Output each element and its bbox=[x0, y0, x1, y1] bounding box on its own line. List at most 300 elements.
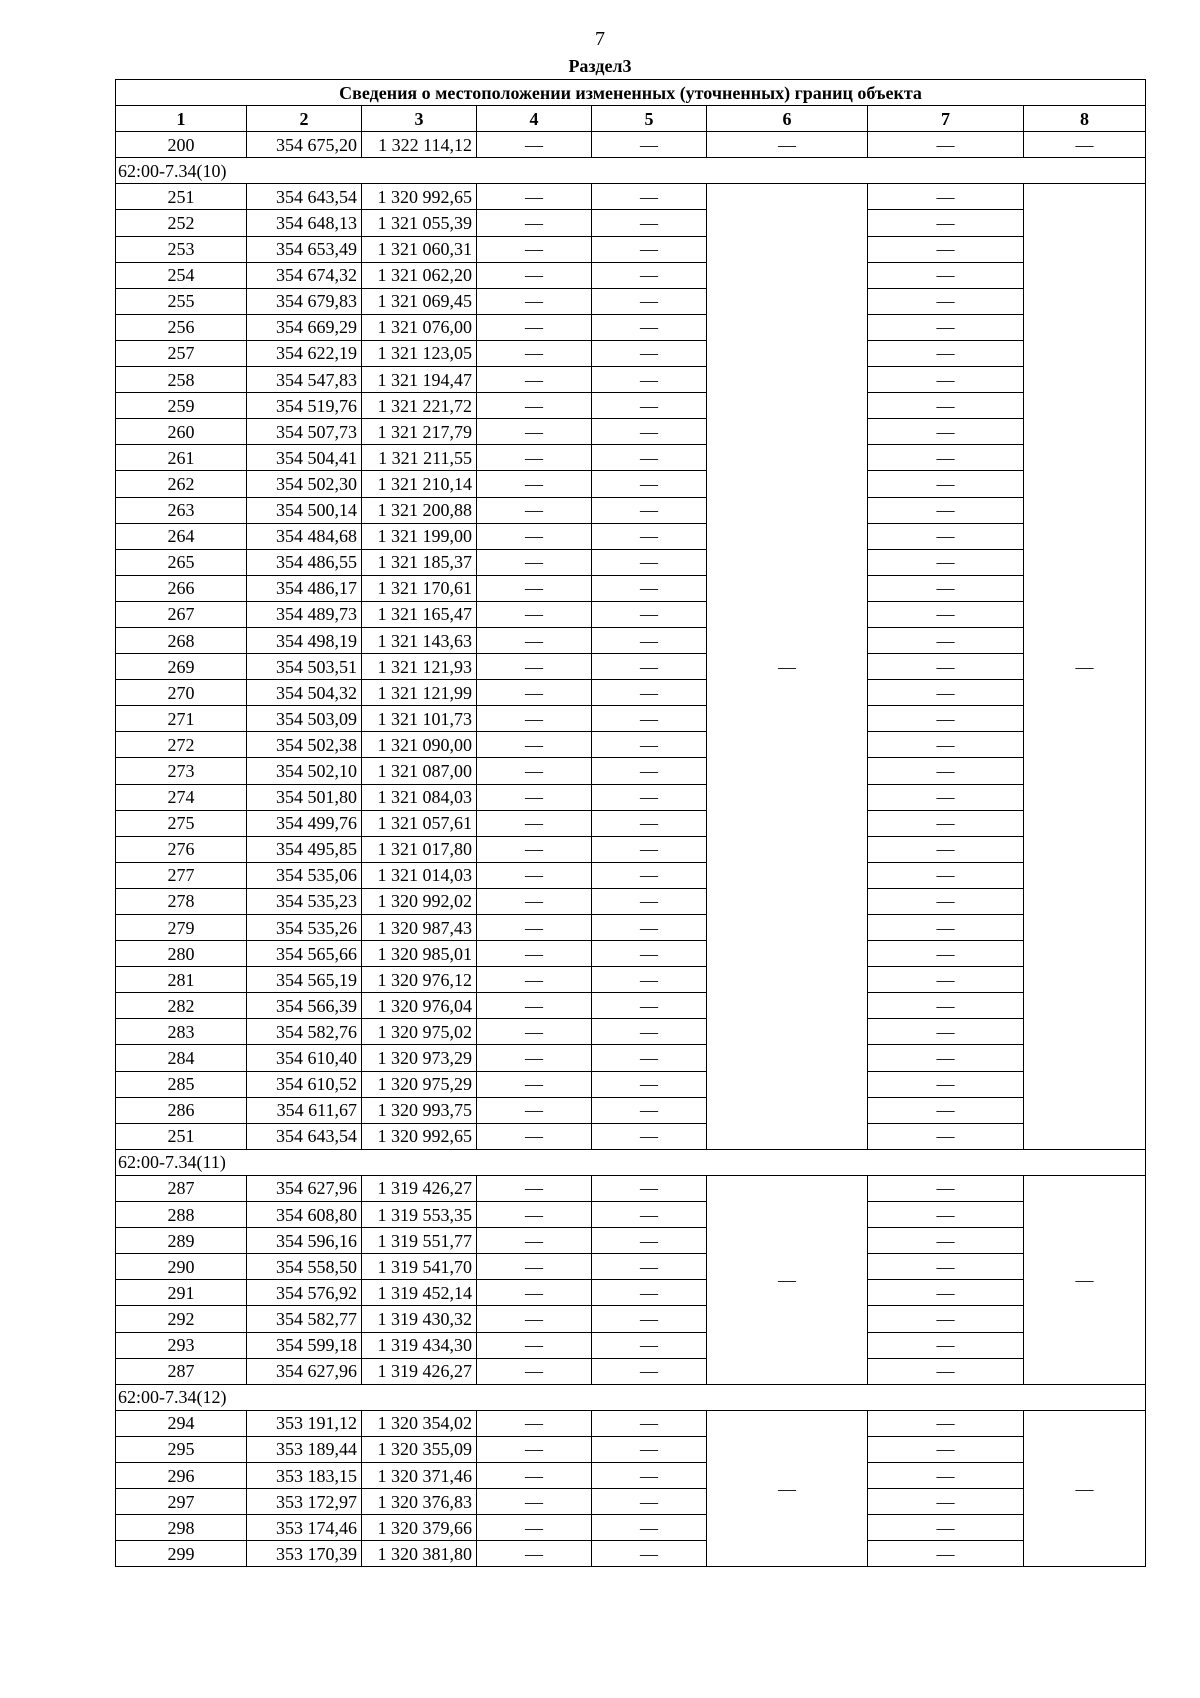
cell-col-4: — bbox=[477, 1071, 592, 1097]
y-coordinate-cell: 1 320 992,65 bbox=[362, 184, 477, 210]
y-coordinate-cell: 1 321 069,45 bbox=[362, 288, 477, 314]
point-number-cell: 294 bbox=[116, 1410, 247, 1436]
cell-col-7: — bbox=[868, 340, 1024, 366]
y-coordinate-cell: 1 321 121,93 bbox=[362, 654, 477, 680]
y-coordinate-cell: 1 320 355,09 bbox=[362, 1436, 477, 1462]
point-number-cell: 295 bbox=[116, 1436, 247, 1462]
x-coordinate-cell: 354 599,18 bbox=[247, 1332, 362, 1358]
cell-col-7: — bbox=[868, 1410, 1024, 1436]
table-row bbox=[116, 367, 1146, 393]
cell-col-4: — bbox=[477, 654, 592, 680]
cell-col-7: — bbox=[868, 132, 1024, 158]
x-coordinate-cell: 354 500,14 bbox=[247, 497, 362, 523]
point-number-cell: 254 bbox=[116, 262, 247, 288]
table-row bbox=[116, 236, 1146, 262]
table-row bbox=[116, 340, 1146, 366]
point-number-cell: 279 bbox=[116, 915, 247, 941]
cell-col-5: — bbox=[592, 393, 707, 419]
x-coordinate-cell: 354 503,09 bbox=[247, 706, 362, 732]
cell-col-4: — bbox=[477, 1175, 592, 1201]
table-row bbox=[116, 210, 1146, 236]
cell-col-5: — bbox=[592, 549, 707, 575]
table-row bbox=[116, 732, 1146, 758]
cell-col-5: — bbox=[592, 1436, 707, 1462]
y-coordinate-cell: 1 321 199,00 bbox=[362, 523, 477, 549]
point-number-cell: 278 bbox=[116, 888, 247, 914]
cell-col-7: — bbox=[868, 915, 1024, 941]
table-row bbox=[116, 1358, 1146, 1384]
table-row bbox=[116, 836, 1146, 862]
table-row bbox=[116, 288, 1146, 314]
cell-col-4: — bbox=[477, 549, 592, 575]
cell-col-4: — bbox=[477, 627, 592, 653]
table-row bbox=[116, 993, 1146, 1019]
cell-col-7: — bbox=[868, 732, 1024, 758]
point-number-cell: 269 bbox=[116, 654, 247, 680]
table-row bbox=[116, 1436, 1146, 1462]
cell-col-7: — bbox=[868, 993, 1024, 1019]
y-coordinate-cell: 1 321 170,61 bbox=[362, 575, 477, 601]
x-coordinate-cell: 354 653,49 bbox=[247, 236, 362, 262]
x-coordinate-cell: 354 504,32 bbox=[247, 680, 362, 706]
table-row bbox=[116, 445, 1146, 471]
cell-col-7: — bbox=[868, 1123, 1024, 1149]
cell-col-4: — bbox=[477, 836, 592, 862]
x-coordinate-cell: 353 189,44 bbox=[247, 1436, 362, 1462]
cell-col-4: — bbox=[477, 915, 592, 941]
cell-col-5: — bbox=[592, 654, 707, 680]
cell-col-4: — bbox=[477, 1019, 592, 1045]
point-number-cell: 282 bbox=[116, 993, 247, 1019]
cell-col-7: — bbox=[868, 967, 1024, 993]
cell-col-5: — bbox=[592, 732, 707, 758]
cell-col-1: 200 bbox=[116, 132, 247, 158]
cell-col-5: — bbox=[592, 888, 707, 914]
x-coordinate-cell: 354 566,39 bbox=[247, 993, 362, 1019]
cell-col-5: — bbox=[592, 862, 707, 888]
cell-col-2: 354 675,20 bbox=[247, 132, 362, 158]
table-row bbox=[116, 1332, 1146, 1358]
table-title: Сведения о местоположении измененных (уточненных) границ объекта bbox=[116, 80, 1146, 106]
table-row bbox=[116, 1306, 1146, 1332]
cell-col-7: — bbox=[868, 419, 1024, 445]
x-coordinate-cell: 354 608,80 bbox=[247, 1202, 362, 1228]
x-coordinate-cell: 354 610,40 bbox=[247, 1045, 362, 1071]
point-number-cell: 287 bbox=[116, 1358, 247, 1384]
y-coordinate-cell: 1 319 541,70 bbox=[362, 1254, 477, 1280]
table-row bbox=[116, 758, 1146, 784]
table-row bbox=[116, 915, 1146, 941]
y-coordinate-cell: 1 320 987,43 bbox=[362, 915, 477, 941]
cell-col-5: — bbox=[592, 1306, 707, 1332]
table-row bbox=[116, 314, 1146, 340]
x-coordinate-cell: 354 535,23 bbox=[247, 888, 362, 914]
x-coordinate-cell: 354 486,17 bbox=[247, 575, 362, 601]
section-title: Раздел3 bbox=[568, 56, 632, 76]
cell-col-7: — bbox=[868, 654, 1024, 680]
cell-col-7: — bbox=[868, 758, 1024, 784]
cell-col-7: — bbox=[868, 367, 1024, 393]
y-coordinate-cell: 1 320 975,02 bbox=[362, 1019, 477, 1045]
cell-col-7: — bbox=[868, 1202, 1024, 1228]
cell-col-7: — bbox=[868, 627, 1024, 653]
cell-col-7: — bbox=[868, 445, 1024, 471]
y-coordinate-cell: 1 320 992,65 bbox=[362, 1123, 477, 1149]
y-coordinate-cell: 1 321 217,79 bbox=[362, 419, 477, 445]
cell-col-5: — bbox=[592, 758, 707, 784]
cell-col-6: — bbox=[707, 132, 868, 158]
column-header-8: 8 bbox=[1024, 106, 1146, 132]
cell-col-4: — bbox=[477, 419, 592, 445]
x-coordinate-cell: 354 643,54 bbox=[247, 184, 362, 210]
merged-col-6-cell: — bbox=[707, 184, 868, 1149]
table-row bbox=[116, 1202, 1146, 1228]
merged-col-8-cell: — bbox=[1024, 184, 1146, 1149]
point-number-cell: 261 bbox=[116, 445, 247, 471]
y-coordinate-cell: 1 319 551,77 bbox=[362, 1228, 477, 1254]
y-coordinate-cell: 1 321 087,00 bbox=[362, 758, 477, 784]
y-coordinate-cell: 1 321 060,31 bbox=[362, 236, 477, 262]
y-coordinate-cell: 1 320 371,46 bbox=[362, 1462, 477, 1488]
x-coordinate-cell: 354 535,26 bbox=[247, 915, 362, 941]
point-number-cell: 298 bbox=[116, 1515, 247, 1541]
x-coordinate-cell: 354 502,38 bbox=[247, 732, 362, 758]
cell-col-8: — bbox=[1024, 132, 1146, 158]
table-row bbox=[116, 1228, 1146, 1254]
cell-col-4: — bbox=[477, 967, 592, 993]
point-number-cell: 251 bbox=[116, 1123, 247, 1149]
point-number-cell: 284 bbox=[116, 1045, 247, 1071]
cell-col-4: — bbox=[477, 471, 592, 497]
point-number-cell: 272 bbox=[116, 732, 247, 758]
cell-col-4: — bbox=[477, 1306, 592, 1332]
point-number-cell: 275 bbox=[116, 810, 247, 836]
y-coordinate-cell: 1 321 210,14 bbox=[362, 471, 477, 497]
table-row bbox=[116, 419, 1146, 445]
cell-col-4: — bbox=[477, 1202, 592, 1228]
x-coordinate-cell: 354 486,55 bbox=[247, 549, 362, 575]
y-coordinate-cell: 1 320 973,29 bbox=[362, 1045, 477, 1071]
cell-col-5: — bbox=[592, 445, 707, 471]
cell-col-4: — bbox=[477, 523, 592, 549]
merged-col-8-cell: — bbox=[1024, 1175, 1146, 1384]
cell-col-4: — bbox=[477, 758, 592, 784]
cell-col-5: — bbox=[592, 236, 707, 262]
cell-col-4: — bbox=[477, 680, 592, 706]
cell-col-7: — bbox=[868, 314, 1024, 340]
cell-col-4: — bbox=[477, 1332, 592, 1358]
cell-col-4: — bbox=[477, 314, 592, 340]
column-header-row bbox=[116, 106, 1146, 132]
y-coordinate-cell: 1 321 076,00 bbox=[362, 314, 477, 340]
x-coordinate-cell: 354 582,76 bbox=[247, 1019, 362, 1045]
table-row bbox=[116, 497, 1146, 523]
table-row bbox=[116, 967, 1146, 993]
cell-col-5: — bbox=[592, 680, 707, 706]
point-number-cell: 265 bbox=[116, 549, 247, 575]
cell-col-5: — bbox=[592, 993, 707, 1019]
x-coordinate-cell: 354 610,52 bbox=[247, 1071, 362, 1097]
cell-col-4: — bbox=[477, 1045, 592, 1071]
point-number-cell: 258 bbox=[116, 367, 247, 393]
point-number-cell: 293 bbox=[116, 1332, 247, 1358]
cell-col-5: — bbox=[592, 1489, 707, 1515]
y-coordinate-cell: 1 320 992,02 bbox=[362, 888, 477, 914]
point-number-cell: 292 bbox=[116, 1306, 247, 1332]
cell-col-5: — bbox=[592, 1123, 707, 1149]
cell-col-4: — bbox=[477, 445, 592, 471]
table-row bbox=[116, 601, 1146, 627]
y-coordinate-cell: 1 321 200,88 bbox=[362, 497, 477, 523]
table-row bbox=[116, 784, 1146, 810]
cell-col-7: — bbox=[868, 601, 1024, 627]
column-header-4: 4 bbox=[477, 106, 592, 132]
cell-col-7: — bbox=[868, 1071, 1024, 1097]
cell-col-4: — bbox=[477, 732, 592, 758]
point-number-cell: 280 bbox=[116, 941, 247, 967]
cell-col-4: — bbox=[477, 1228, 592, 1254]
x-coordinate-cell: 354 499,76 bbox=[247, 810, 362, 836]
cell-col-5: — bbox=[592, 1332, 707, 1358]
x-coordinate-cell: 354 519,76 bbox=[247, 393, 362, 419]
cell-col-4: — bbox=[477, 1489, 592, 1515]
x-coordinate-cell: 354 565,66 bbox=[247, 941, 362, 967]
cell-col-7: — bbox=[868, 262, 1024, 288]
y-coordinate-cell: 1 320 354,02 bbox=[362, 1410, 477, 1436]
cell-col-4: — bbox=[477, 1436, 592, 1462]
x-coordinate-cell: 354 611,67 bbox=[247, 1097, 362, 1123]
cell-col-7: — bbox=[868, 1358, 1024, 1384]
y-coordinate-cell: 1 320 975,29 bbox=[362, 1071, 477, 1097]
y-coordinate-cell: 1 319 434,30 bbox=[362, 1332, 477, 1358]
cell-col-5: — bbox=[592, 1202, 707, 1228]
point-number-cell: 285 bbox=[116, 1071, 247, 1097]
cell-col-4: — bbox=[477, 236, 592, 262]
y-coordinate-cell: 1 321 185,37 bbox=[362, 549, 477, 575]
y-coordinate-cell: 1 321 090,00 bbox=[362, 732, 477, 758]
point-number-cell: 256 bbox=[116, 314, 247, 340]
cell-col-7: — bbox=[868, 575, 1024, 601]
cell-col-7: — bbox=[868, 888, 1024, 914]
cell-col-4: — bbox=[477, 262, 592, 288]
table-row bbox=[116, 654, 1146, 680]
point-number-cell: 253 bbox=[116, 236, 247, 262]
cell-col-5: — bbox=[592, 471, 707, 497]
cell-col-4: — bbox=[477, 810, 592, 836]
y-coordinate-cell: 1 321 194,47 bbox=[362, 367, 477, 393]
cell-col-5: — bbox=[592, 1071, 707, 1097]
y-coordinate-cell: 1 320 976,12 bbox=[362, 967, 477, 993]
cell-col-5: — bbox=[592, 784, 707, 810]
point-number-cell: 267 bbox=[116, 601, 247, 627]
point-number-cell: 252 bbox=[116, 210, 247, 236]
x-coordinate-cell: 354 501,80 bbox=[247, 784, 362, 810]
cell-col-4: — bbox=[477, 784, 592, 810]
table-row bbox=[116, 862, 1146, 888]
y-coordinate-cell: 1 321 055,39 bbox=[362, 210, 477, 236]
cell-col-3: 1 322 114,12 bbox=[362, 132, 477, 158]
point-number-cell: 257 bbox=[116, 340, 247, 366]
cell-col-4: — bbox=[477, 1123, 592, 1149]
cell-col-5: — bbox=[592, 1280, 707, 1306]
merged-col-6-cell: — bbox=[707, 1175, 868, 1384]
cell-col-5: — bbox=[592, 1045, 707, 1071]
cell-col-5: — bbox=[592, 1228, 707, 1254]
group-label: 62:00-7.34(10) bbox=[116, 158, 1146, 184]
y-coordinate-cell: 1 320 993,75 bbox=[362, 1097, 477, 1123]
table-row bbox=[116, 627, 1146, 653]
x-coordinate-cell: 354 558,50 bbox=[247, 1254, 362, 1280]
cell-col-5: — bbox=[592, 1541, 707, 1567]
table-row bbox=[116, 1123, 1146, 1149]
x-coordinate-cell: 354 498,19 bbox=[247, 627, 362, 653]
cell-col-5: — bbox=[592, 132, 707, 158]
cell-col-5: — bbox=[592, 497, 707, 523]
x-coordinate-cell: 354 674,32 bbox=[247, 262, 362, 288]
point-number-cell: 289 bbox=[116, 1228, 247, 1254]
cell-col-4: — bbox=[477, 575, 592, 601]
point-number-cell: 291 bbox=[116, 1280, 247, 1306]
point-number-cell: 273 bbox=[116, 758, 247, 784]
point-number-cell: 268 bbox=[116, 627, 247, 653]
cell-col-5: — bbox=[592, 419, 707, 445]
cell-col-5: — bbox=[592, 627, 707, 653]
point-number-cell: 277 bbox=[116, 862, 247, 888]
cell-col-7: — bbox=[868, 1228, 1024, 1254]
cell-col-5: — bbox=[592, 706, 707, 732]
x-coordinate-cell: 353 172,97 bbox=[247, 1489, 362, 1515]
y-coordinate-cell: 1 319 430,32 bbox=[362, 1306, 477, 1332]
cell-col-4: — bbox=[477, 340, 592, 366]
cell-col-7: — bbox=[868, 1175, 1024, 1201]
column-header-2: 2 bbox=[247, 106, 362, 132]
y-coordinate-cell: 1 320 381,80 bbox=[362, 1541, 477, 1567]
point-number-cell: 276 bbox=[116, 836, 247, 862]
table-row bbox=[116, 1097, 1146, 1123]
table-row bbox=[116, 549, 1146, 575]
x-coordinate-cell: 354 582,77 bbox=[247, 1306, 362, 1332]
table-row bbox=[116, 393, 1146, 419]
point-number-cell: 263 bbox=[116, 497, 247, 523]
y-coordinate-cell: 1 321 014,03 bbox=[362, 862, 477, 888]
x-coordinate-cell: 354 576,92 bbox=[247, 1280, 362, 1306]
cell-col-5: — bbox=[592, 810, 707, 836]
point-number-cell: 270 bbox=[116, 680, 247, 706]
cell-col-7: — bbox=[868, 471, 1024, 497]
table-row bbox=[116, 1175, 1146, 1201]
table-row bbox=[116, 1045, 1146, 1071]
y-coordinate-cell: 1 321 057,61 bbox=[362, 810, 477, 836]
point-number-cell: 286 bbox=[116, 1097, 247, 1123]
point-number-cell: 287 bbox=[116, 1175, 247, 1201]
point-number-cell: 255 bbox=[116, 288, 247, 314]
table-row bbox=[116, 132, 1146, 158]
page-number: 7 bbox=[595, 28, 605, 50]
cell-col-7: — bbox=[868, 1515, 1024, 1541]
cell-col-5: — bbox=[592, 1515, 707, 1541]
cell-col-4: — bbox=[477, 1541, 592, 1567]
point-number-cell: 299 bbox=[116, 1541, 247, 1567]
cell-col-5: — bbox=[592, 1358, 707, 1384]
table-row bbox=[116, 1019, 1146, 1045]
x-coordinate-cell: 354 622,19 bbox=[247, 340, 362, 366]
point-number-cell: 297 bbox=[116, 1489, 247, 1515]
y-coordinate-cell: 1 321 221,72 bbox=[362, 393, 477, 419]
cell-col-5: — bbox=[592, 288, 707, 314]
merged-col-6-cell: — bbox=[707, 1410, 868, 1567]
y-coordinate-cell: 1 321 165,47 bbox=[362, 601, 477, 627]
table-row bbox=[116, 523, 1146, 549]
cell-col-7: — bbox=[868, 549, 1024, 575]
cell-col-7: — bbox=[868, 810, 1024, 836]
cell-col-7: — bbox=[868, 1019, 1024, 1045]
table-row bbox=[116, 1410, 1146, 1436]
column-header-6: 6 bbox=[707, 106, 868, 132]
x-coordinate-cell: 353 191,12 bbox=[247, 1410, 362, 1436]
cell-col-5: — bbox=[592, 836, 707, 862]
column-header-1: 1 bbox=[116, 106, 247, 132]
cell-col-5: — bbox=[592, 184, 707, 210]
y-coordinate-cell: 1 321 211,55 bbox=[362, 445, 477, 471]
y-coordinate-cell: 1 321 123,05 bbox=[362, 340, 477, 366]
table-row bbox=[116, 262, 1146, 288]
cell-col-7: — bbox=[868, 941, 1024, 967]
cell-col-7: — bbox=[868, 1045, 1024, 1071]
y-coordinate-cell: 1 320 379,66 bbox=[362, 1515, 477, 1541]
x-coordinate-cell: 353 183,15 bbox=[247, 1462, 362, 1488]
x-coordinate-cell: 354 669,29 bbox=[247, 314, 362, 340]
x-coordinate-cell: 354 507,73 bbox=[247, 419, 362, 445]
table-row bbox=[116, 1254, 1146, 1280]
cell-col-5: — bbox=[592, 1254, 707, 1280]
cell-col-5: — bbox=[592, 523, 707, 549]
group-header-row bbox=[116, 158, 1146, 184]
cell-col-5: — bbox=[592, 967, 707, 993]
cell-col-5: — bbox=[592, 314, 707, 340]
point-number-cell: 266 bbox=[116, 575, 247, 601]
cell-col-4: — bbox=[477, 367, 592, 393]
table-row bbox=[116, 706, 1146, 732]
x-coordinate-cell: 354 627,96 bbox=[247, 1358, 362, 1384]
y-coordinate-cell: 1 319 553,35 bbox=[362, 1202, 477, 1228]
x-coordinate-cell: 354 484,68 bbox=[247, 523, 362, 549]
x-coordinate-cell: 354 679,83 bbox=[247, 288, 362, 314]
cell-col-7: — bbox=[868, 1541, 1024, 1567]
cell-col-5: — bbox=[592, 1019, 707, 1045]
point-number-cell: 271 bbox=[116, 706, 247, 732]
x-coordinate-cell: 353 170,39 bbox=[247, 1541, 362, 1567]
y-coordinate-cell: 1 319 426,27 bbox=[362, 1175, 477, 1201]
point-number-cell: 283 bbox=[116, 1019, 247, 1045]
table-row bbox=[116, 1541, 1146, 1567]
cell-col-7: — bbox=[868, 784, 1024, 810]
cell-col-7: — bbox=[868, 1436, 1024, 1462]
cell-col-5: — bbox=[592, 575, 707, 601]
cell-col-4: — bbox=[477, 210, 592, 236]
x-coordinate-cell: 354 503,51 bbox=[247, 654, 362, 680]
cell-col-4: — bbox=[477, 601, 592, 627]
group-label: 62:00-7.34(12) bbox=[116, 1384, 1146, 1410]
cell-col-4: — bbox=[477, 184, 592, 210]
x-coordinate-cell: 354 495,85 bbox=[247, 836, 362, 862]
y-coordinate-cell: 1 320 976,04 bbox=[362, 993, 477, 1019]
cell-col-5: — bbox=[592, 941, 707, 967]
cell-col-5: — bbox=[592, 340, 707, 366]
table-row bbox=[116, 680, 1146, 706]
cell-col-7: — bbox=[868, 680, 1024, 706]
cell-col-5: — bbox=[592, 1410, 707, 1436]
table-title-row bbox=[116, 80, 1146, 106]
